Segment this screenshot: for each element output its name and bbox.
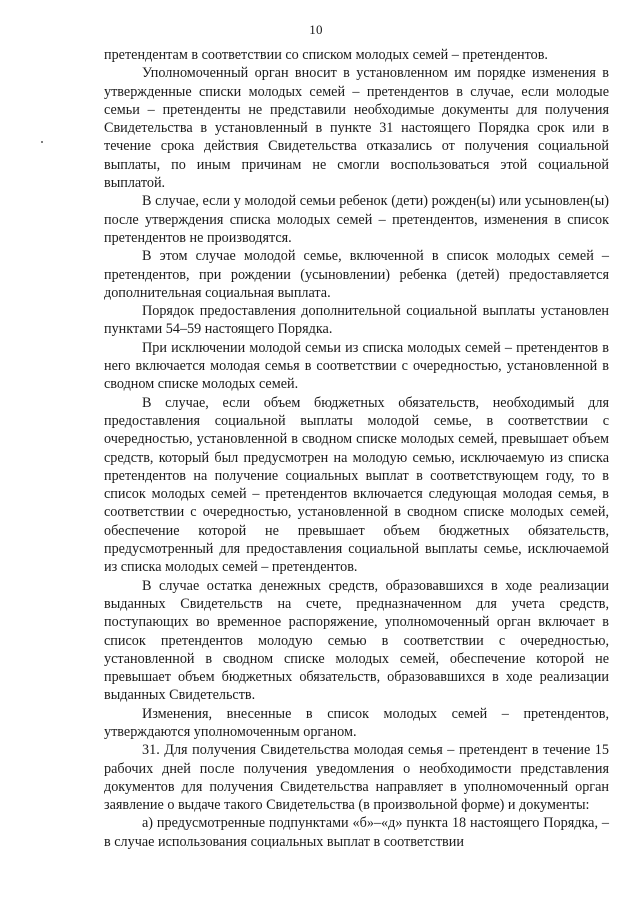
paragraph-9: Изменения, внесенные в список молодых семей – претендентов, утверждаются уполномоченным органом. [104,705,609,740]
paragraph-1: претендентам в соответствии со списком молодых семей – претендентов. [104,47,548,63]
paragraph-10: 31. Для получения Свидетельства молодая семья – претендент в течение 15 рабочих дней после получения уведомления о необходимости представления документов для получения Свидетельства направляет в уполномоченный орган заявление о выдаче такого Свидетельства (в произвольной форме) и документы: [104,742,609,814]
scan-speck [41,141,43,143]
page-number: 10 [309,22,323,37]
paragraph-7: В случае, если объем бюджетных обязательств, необходимый для предоставления социальной выплаты молодой семье, в соответствии с очередностью, установленной в сводном списке молодых семей, превышает объем средств, который был предусмотрен на молодую семью, исключаемую из списка претендентов на получение социальных выплат в соответствующем году, то в список молодых семей – претендентов включается следующая молодая семья, в соответствии с очередностью, установленной в сводном списке молодых семей, обеспечение которой не превышает объем бюджетных обязательств, предусмотренный для предоставления социальной выплаты семье, исключаемой из списка молодых семей – претендентов. [104,394,609,576]
paragraph-8: В случае остатка денежных средств, образовавшихся в ходе реализации выданных Свидетельств на счете, предназначенном для учета средств, поступающих во временное распоряжение, уполномоченный орган включает в список претендентов молодую семью в соответствии с очередностью, установленной в сводном списке молодых семей, обеспечение которой не превышает объем бюджетных обязательств, образовавшихся в ходе реализации выданных Свидетельств. [104,577,609,704]
paragraph-5: Порядок предоставления дополнительной социальной выплаты установлен пунктами 54–59 настоящего Порядка. [104,303,609,338]
paragraph-3: В случае, если у молодой семьи ребенок (дети) рожден(ы) или усыновлен(ы) после утверждения списка молодых семей – претендентов, изменения в список претендентов не производятся. [104,193,609,246]
paragraph-4: В этом случае молодой семье, включенной в список молодых семей – претендентов, при рождении (усыновлении) ребенка (детей) предоставляется дополнительная социальная выплата. [104,248,609,301]
paragraph-2: Уполномоченный орган вносит в установленном им порядке изменения в утвержденные списки молодых семей – претендентов в случае, если молодые семьи – претенденты не представили необходимые документы для получения Свидетельства в установленный в пункте 31 настоящего Порядка срок или в течение срока действия Свидетельства отказались от получения социальной выплаты, по иным причинам не смогли воспользоваться этой социальной выплатой. [104,65,609,192]
document-body [104,46,609,851]
paragraph-6: При исключении молодой семьи из списка молодых семей – претендентов в него включается молодая семья в соответствии с очередностью, установленной в сводном списке молодых семей. [104,339,609,393]
paragraph-11: а) предусмотренные подпунктами «б»–«д» пункта 18 настоящего Порядка, – в случае использования социальных выплат в соответствии [104,815,609,850]
